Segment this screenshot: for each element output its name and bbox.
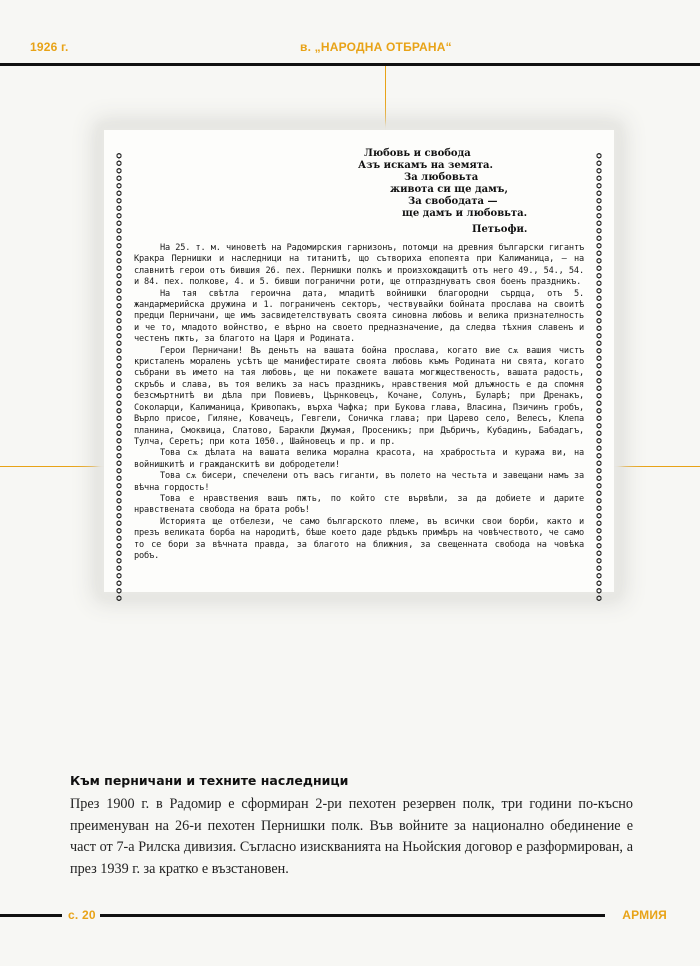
magazine-name: АРМИЯ [622, 908, 667, 922]
page-number: с. 20 [68, 908, 96, 922]
caption-title: Към перничани и техните наследници [70, 773, 349, 788]
poem-author: Петьофи. [472, 224, 528, 235]
epigraph-poem [342, 148, 532, 236]
footer-rule-left [0, 914, 62, 917]
article-paragraph: Герои Перничани! Въ деньтъ на вашата бойна прослава, когато вие сѫ вашия чистъ кристаленъ моралень усѣтъ ще манифестирате своята любовь къмъ Родината ни свята, когато събрани въ името на тая любовь, ще ни покажете вашата могжщественость, вашата радость, скръбь и слава, въ тоя великъ за насъ праздникъ, нравствения мой длъжность е да спомня безсмъртнитѣ ви дѣла при Повиевъ, Църнковецъ, Кочане, Солунъ, Буларѣ; при Дренакъ, Соколарци, Калиманица, Кривопакъ, върха Чафка; при Букова глава, Власина, Пзичинъ гробъ, Върло присое, Гиляне, Ковачецъ, Гевгели, Соничка глава; при Царево село, Велесъ, Клепа планина, Смоквица, Слатово, Баракли Джумая, Просеникъ; при Дъбричъ, Кубадинъ, Бабадагъ, Тулча, Серетъ; при кота 1050., Шайновецъ и пр. и пр. [134, 345, 584, 447]
article-text [134, 243, 584, 562]
running-header-year: 1926 г. [30, 40, 69, 54]
poem-line: Азъ искамъ на земята. [358, 160, 493, 171]
running-header-title: в. „НАРОДНА ОТБРАНА“ [300, 40, 452, 54]
poem-line: ще дамъ и любовьта. [402, 208, 528, 219]
accent-horizontal-line-right [614, 466, 700, 467]
article-paragraph: На 25. т. м. чиноветѣ на Радомирския гарнизонъ, потомци на древния български гигантъ Кракра Пернишки и наследници на титанитѣ, що сътвориха епопеята при Калиманица, — на славнитѣ герои отъ бившия 26. пех. Пернишки полкъ и произхождащитѣ отъ него 49., 54., 54. и 84. пех. полкове, 4. и 5. бивши погранични роти, ще отпразднуватъ своя боенъ праздникъ. [134, 243, 584, 288]
article-paragraph: На тая свѣтла героична дата, младитѣ войнишки благородни сърдца, отъ 5. жандармерийска дружина и 1. пограниченъ секторъ, чествувайки бойната прослава на своитѣ предци Перничани, ще имъ засвидетелствуватъ своята синовна любовь и велика признателность и че то, младото войнство, е вѣрно на своето предназначение, да следва тѣхния славенъ и честенъ пжть, за благото на Царя и Родината. [134, 288, 584, 345]
article-paragraph: Това сѫ дѣлата на вашата велика морална красота, на храбростьта и куража ви, на войнишкитѣ и гражданскитѣ ви добродетели! [134, 448, 584, 470]
caption-body: През 1900 г. в Радомир е сформиран 2-ри пехотен резервен полк, три години по-късно преименуван на 26-и пехотен Пернишки полк. Във войните за национално обединение е част от 7-а Рилска дивизия. Съгласно изискванията на Ньойския договор е разформирован, а през 1939 г. за кратко е възстановен. [70, 796, 633, 877]
header-rule [0, 63, 700, 66]
accent-horizontal-line-left [0, 466, 104, 467]
accent-vertical-line [385, 66, 386, 130]
clipping-right-perforation [596, 152, 602, 602]
poem-line: живота си ще дамъ, [390, 184, 508, 195]
article-paragraph: Това сѫ бисери, спечелени отъ васъ гиганти, въ полето на честьта и завещани намъ за вѣчна гордость! [134, 471, 584, 493]
newspaper-clipping [104, 130, 614, 592]
article-paragraph: Това е нравствения вашъ пжть, по който сте вървѣли, за да добиете и дарите нравствената свобода на брата робъ! [134, 493, 584, 516]
footer-rule-middle [100, 914, 605, 917]
poem-line: За любовьта [404, 172, 479, 183]
clipping-left-perforation [116, 152, 122, 602]
poem-line: За свободата — [408, 196, 498, 207]
poem-line: Любовь и свобода [364, 148, 471, 159]
article-paragraph: Историята ще отбелези, че само българското племе, въ всички свои борби, както и презъ великата борба на народитѣ, бѣше което даде рѣдъкъ примѣръ на човѣчеството, че само то се бори за вѣчната правда, за благото на ближния, за свещенната свобода на човѣка робъ. [134, 516, 584, 561]
